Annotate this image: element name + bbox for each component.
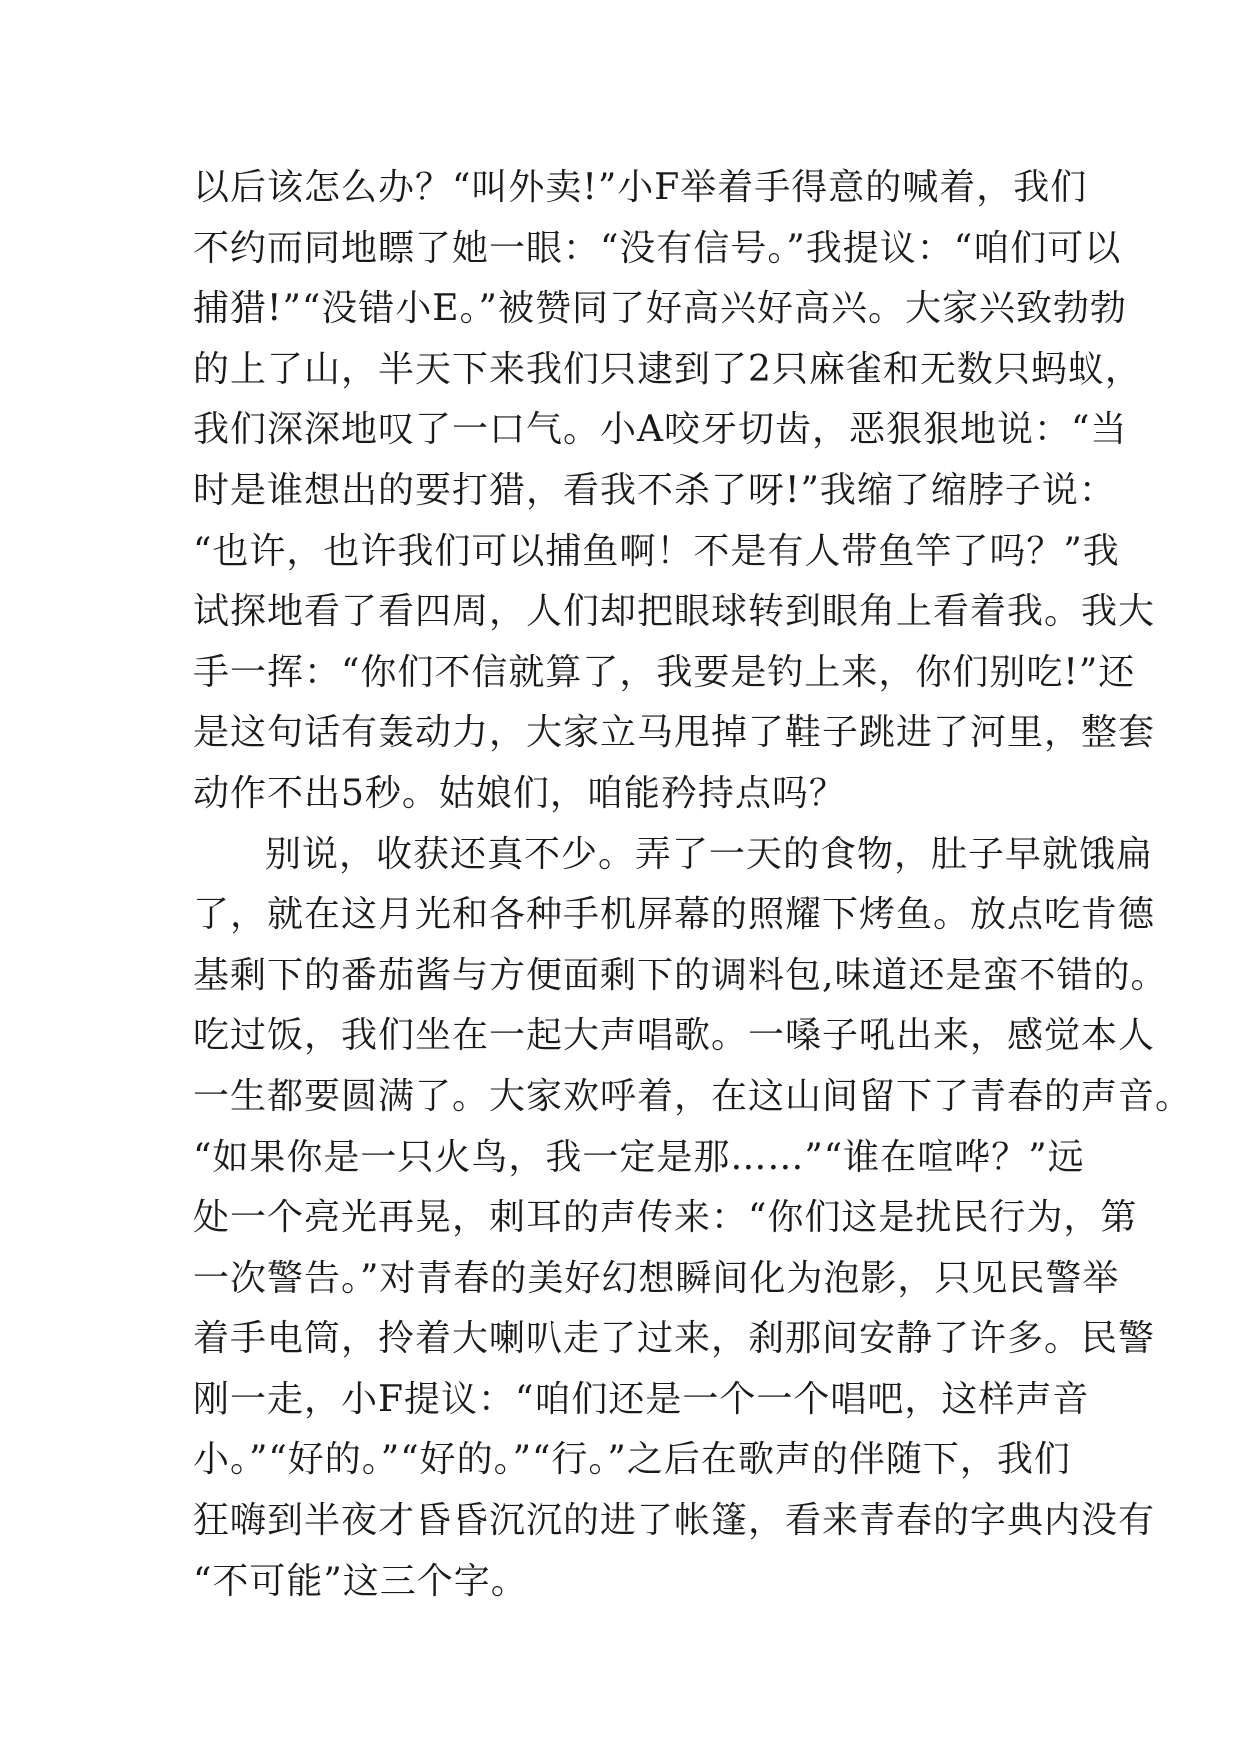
text-line: 处一个亮光再晃，刺耳的声传来：“你们这是扰民行为，第 [193, 1197, 1138, 1239]
text-line: 不约而同地瞟了她一眼：“没有信号。”我提议：“咱们可以 [193, 227, 1122, 269]
text-line: 吃过饭，我们坐在一起大声唱歌。一嗓子吼出来，感觉本人 [193, 1015, 1156, 1057]
text-line: 基剩下的番茄酱与方便面剩下的调料包,味道还是蛮不错的。 [193, 954, 1168, 996]
text-line: 是这句话有轰动力，大家立马甩掉了鞋子跳进了河里，整套 [193, 712, 1156, 754]
text-line: 一次警告。”对青春的美好幻想瞬间化为泡影，只见民警举 [193, 1257, 1120, 1299]
text-line: 动作不出5秒。姑娘们，咱能矜持点吗？ [193, 772, 846, 814]
text-line: 我们深深地叹了一口气。小A咬牙切齿，恶狠狠地说：“当 [193, 409, 1128, 451]
text-line: 别说，收获还真不少。弄了一天的食物，肚子早就饿扁 [265, 833, 1154, 875]
text-line: 了，就在这月光和各种手机屏幕的照耀下烤鱼。放点吃肯德 [193, 894, 1156, 936]
text-line: 狂嗨到半夜才昏昏沉沉的进了帐篷，看来青春的字典内没有 [193, 1500, 1156, 1542]
text-line: 着手电筒，拎着大喇叭走了过来，刹那间安静了许多。民警 [193, 1318, 1156, 1360]
paragraph-2 [193, 825, 1193, 1613]
text-line: 试探地看了看四周，人们却把眼球转到眼角上看着我。我大 [193, 591, 1156, 633]
text-line: 小。”“好的。”“好的。”“行。”之后在歌声的伴随下，我们 [193, 1439, 1071, 1481]
text-line: 一生都要圆满了。大家欢呼着，在这山间留下了青春的声音。 [193, 1075, 1193, 1117]
text-line: “不可能”这三个字。 [193, 1560, 528, 1602]
text-line: 以后该怎么办？“叫外卖!”小F举着手得意的喊着，我们 [193, 167, 1088, 208]
text-line: 的上了山，半天下来我们只逮到了2只麻雀和无数只蚂蚁， [193, 348, 1142, 390]
text-line: 时是谁想出的要打猎，看我不杀了呀!”我缩了缩脖子说： [193, 469, 1116, 511]
text-line: “也许，也许我们可以捕鱼啊！不是有人带鱼竿了吗？”我 [193, 530, 1120, 572]
text-line: 手一挥：“你们不信就算了，我要是钓上来，你们别吃!”还 [193, 651, 1136, 693]
text-line: 捕猎!”“没错小E。”被赞同了好高兴好高兴。大家兴致勃勃 [193, 288, 1127, 330]
body-text [193, 158, 1193, 1612]
text-line: “如果你是一只火鸟，我一定是那……”“谁在喧哗？”远 [193, 1136, 1085, 1178]
text-line: 刚一走，小F提议：“咱们还是一个一个唱吧，这样声音 [193, 1378, 1090, 1420]
paragraph-1 [193, 158, 1156, 825]
